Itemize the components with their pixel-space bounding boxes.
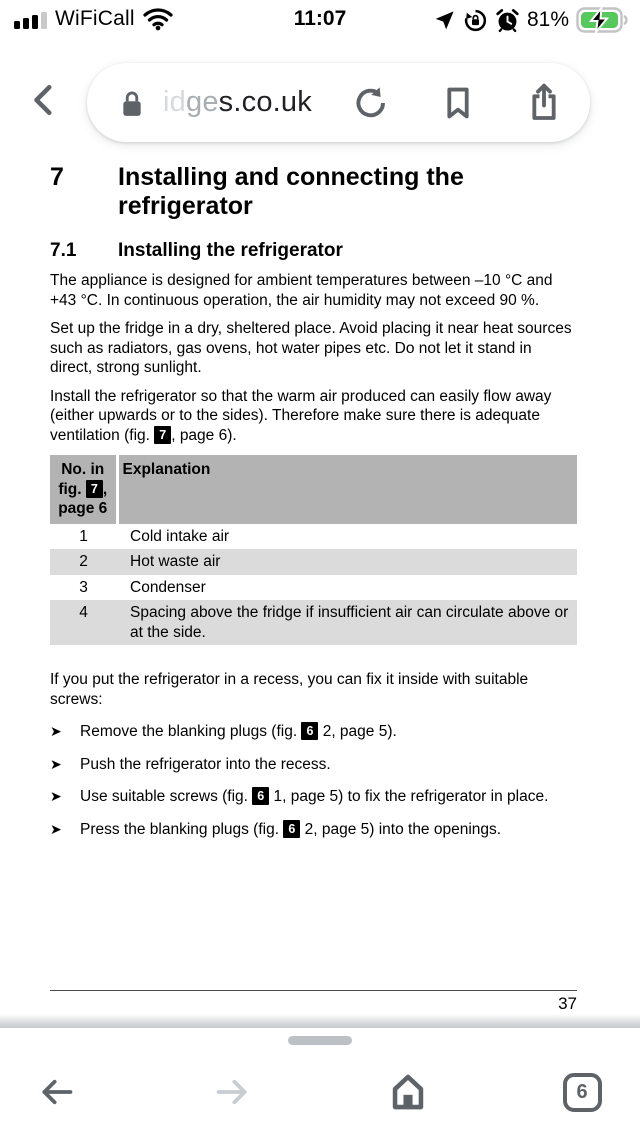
page-number: 37: [558, 994, 577, 1013]
paragraph-text: , page 6).: [171, 426, 237, 444]
location-icon: [433, 9, 456, 32]
clock: 11:07: [293, 7, 347, 30]
row-number: 3: [79, 578, 88, 596]
subsection-heading: [50, 240, 577, 262]
step-text: [80, 787, 577, 807]
orientation-lock-icon: [463, 8, 488, 33]
forward-arrow-icon: [213, 1073, 251, 1111]
section-number: 7: [50, 163, 64, 191]
figure-6-tag: 6: [301, 722, 318, 740]
paragraph-text: Install the refrigerator so that the warm air produced can easily flow away (either upwards or to the sides). Therefore make sure there is adequate ventilation (fig.: [50, 387, 552, 444]
paragraph: [50, 387, 577, 446]
back-icon[interactable]: [26, 82, 62, 118]
url-faded-segment-2: ge: [185, 86, 219, 118]
subsection-number: 7.1: [50, 240, 77, 261]
figure-6-tag: 6: [283, 820, 300, 838]
step-text-post: 2, page 5).: [318, 723, 397, 740]
step-text-post: 1, page 5) to fix the refrigerator in place.: [269, 788, 549, 805]
reload-icon[interactable]: [353, 85, 389, 121]
table-row: [50, 575, 577, 601]
status-bar: [0, 0, 640, 44]
section-title: Installing and connecting the refrigerator: [118, 163, 464, 220]
table-row: [50, 600, 577, 645]
row-number: 1: [79, 527, 88, 545]
subsection-title: Installing the refrigerator: [118, 240, 343, 261]
instruction-step: [50, 820, 577, 840]
nav-back-button[interactable]: [35, 1070, 79, 1114]
table-header-row: [50, 455, 577, 524]
tab-count-icon: [563, 1073, 602, 1112]
paragraph: Set up the fridge in a dry, sheltered place. Avoid placing it near heat sources such as radiators, gas ovens, hot water pipes etc. Do not let it stand in direct, strong sunlight.: [50, 320, 572, 376]
page-edge-shadow: [0, 1014, 640, 1028]
header-line: ,: [102, 480, 108, 498]
table-header-no: [50, 455, 117, 524]
row-text: Cold intake air: [130, 527, 230, 545]
url-faded-segment: id: [163, 86, 186, 118]
figure-7-tag: 7: [86, 480, 103, 498]
battery-percent-label: 81%: [526, 8, 569, 31]
pdf-page[interactable]: [0, 150, 640, 1018]
row-text: Spacing above the fridge if insufficient air can circulate above or at the side.: [117, 600, 577, 645]
footer-rule: [50, 990, 577, 991]
step-text-pre: Press the blanking plugs (fig.: [80, 820, 284, 838]
figure-6-tag: 6: [252, 787, 269, 805]
nav-forward-button[interactable]: [210, 1070, 254, 1114]
tab-count: 6: [576, 1080, 588, 1103]
header-line: page 6: [58, 500, 108, 517]
row-text: Hot waste air: [117, 549, 577, 575]
nav-home-button[interactable]: [386, 1070, 430, 1114]
address-bar[interactable]: [87, 63, 590, 142]
recess-intro: If you put the refrigerator in a recess, you can fix it inside with suitable screws:: [50, 671, 529, 708]
section-heading: [50, 163, 577, 221]
arrow-bullet-icon: ➤: [50, 755, 62, 772]
share-icon[interactable]: [524, 83, 564, 123]
ventilation-table: [50, 455, 577, 645]
paragraph: The appliance is designed for ambient temperatures between –10 °C and +43 °C. In continuous operation, the air humidity may not exceed 90 %.: [50, 272, 553, 309]
figure-7-tag: 7: [154, 426, 171, 444]
step-text-post: 2, page 5) into the openings.: [300, 820, 502, 838]
home-icon: [387, 1071, 429, 1113]
back-arrow-icon: [38, 1073, 76, 1111]
browser-top-bar: [0, 44, 640, 150]
url-text[interactable]: [163, 86, 312, 119]
row-text: Condenser: [130, 578, 206, 596]
status-right-cluster: [433, 7, 630, 33]
table-row: [50, 524, 577, 550]
url-domain: s.co.uk: [218, 86, 312, 118]
row-number: 2: [50, 549, 117, 575]
step-text-pre: Use suitable screws (fig.: [80, 788, 253, 805]
step-text: [80, 820, 577, 840]
row-number: 4: [50, 600, 117, 645]
arrow-bullet-icon: ➤: [50, 788, 62, 804]
instruction-step: [50, 787, 577, 807]
arrow-bullet-icon: ➤: [50, 820, 62, 837]
header-line: fig.: [58, 480, 86, 498]
header-line: No. in: [61, 461, 105, 478]
drag-handle[interactable]: [288, 1036, 352, 1045]
table-row: [50, 549, 577, 575]
browser-bottom-bar: [0, 1028, 640, 1136]
step-text: Push the refrigerator into the recess.: [80, 755, 331, 773]
instruction-step: [50, 722, 577, 742]
step-text: [80, 722, 577, 742]
instruction-step: [50, 755, 577, 775]
battery-charging-icon: [576, 7, 630, 33]
lock-icon: [119, 89, 145, 119]
tab-switcher-button[interactable]: [560, 1070, 604, 1114]
arrow-bullet-icon: ➤: [50, 723, 62, 739]
step-text-pre: Remove the blanking plugs (fig.: [80, 723, 302, 740]
bookmark-icon[interactable]: [439, 84, 477, 122]
alarm-icon: [495, 8, 520, 33]
table-header-explanation: Explanation: [117, 455, 577, 524]
carrier-label: WiFiCall: [55, 7, 135, 30]
